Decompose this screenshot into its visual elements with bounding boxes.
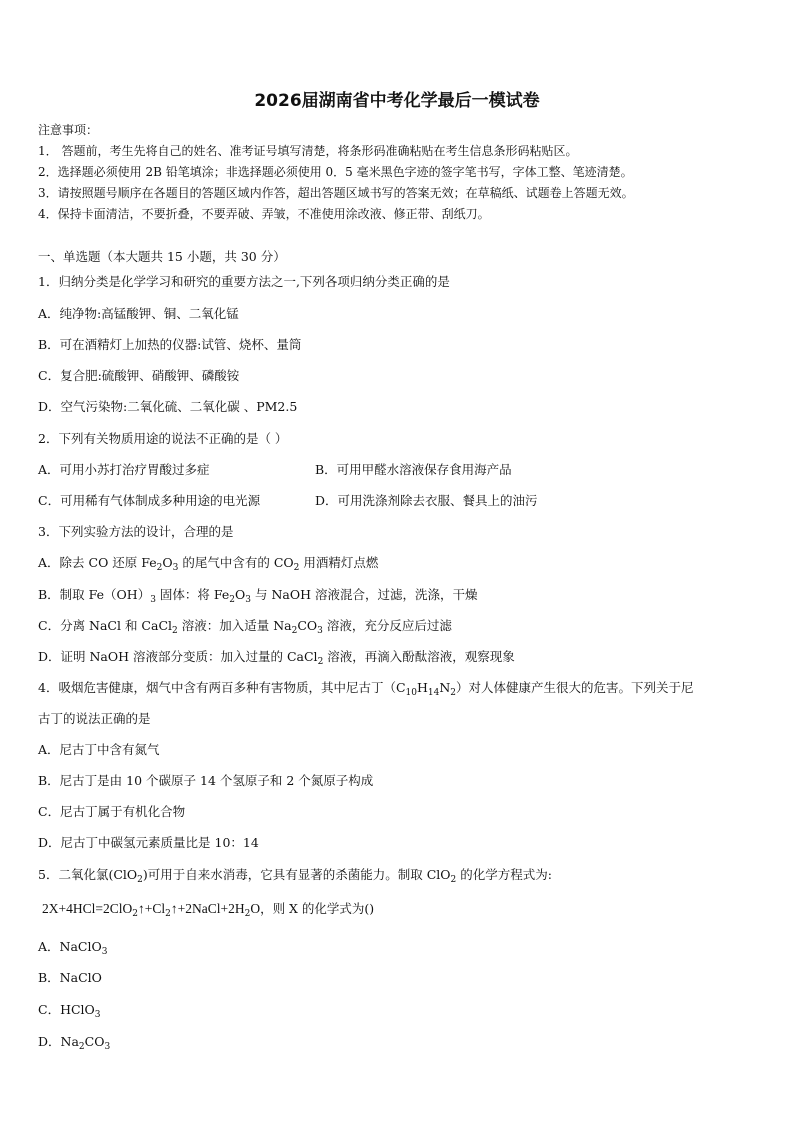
q4-option-c: C．尼古丁属于有机化合物 bbox=[38, 804, 186, 819]
text-run: ，则 X 的化学式为() bbox=[260, 901, 375, 916]
subscript: 2 bbox=[244, 909, 251, 919]
equation-run: O bbox=[250, 901, 261, 916]
subscript: 2 bbox=[137, 875, 143, 885]
q4-option-a: A．尼古丁中含有氮气 bbox=[38, 742, 160, 757]
subscript: 2 bbox=[293, 563, 300, 573]
q1-option-a: A．纯净物:高锰酸钾、铜、二氧化锰 bbox=[38, 306, 239, 321]
text-run: 4．吸烟危害健康，烟气中含有两百多种有害物质，其中尼古丁（C bbox=[38, 680, 406, 695]
q3-option-c bbox=[38, 616, 452, 634]
subscript: 14 bbox=[427, 688, 440, 698]
text-run: 用酒精灯点燃 bbox=[299, 555, 379, 570]
subscript: 3 bbox=[101, 947, 108, 957]
text-run: C．HClO bbox=[38, 1002, 95, 1017]
text-run: 的尾气中含有的 CO bbox=[178, 555, 294, 570]
subscript: 3 bbox=[172, 563, 179, 573]
text-run: 溶液，充分反应后过滤 bbox=[322, 618, 452, 633]
text-run: 溶液，再滴入酚酞溶液，观察现象 bbox=[323, 649, 515, 664]
text-run: H bbox=[416, 680, 428, 695]
text-run: ）对人体健康产生很大的危害。下列关于尼 bbox=[456, 680, 694, 695]
text-run: C．分离 NaCl 和 CaCl bbox=[38, 618, 173, 633]
q3-option-b bbox=[38, 585, 477, 603]
subscript: 2 bbox=[172, 626, 178, 636]
q5-option-b bbox=[38, 968, 102, 986]
text-run: 的化学方程式为: bbox=[456, 867, 552, 882]
text-run: D．Na bbox=[38, 1034, 79, 1049]
q5-option-d bbox=[38, 1032, 110, 1050]
subscript: 3 bbox=[150, 595, 156, 605]
text-run: O bbox=[162, 555, 173, 570]
text-run: )可用于自来水消毒，它具有显著的杀菌能力。制取 ClO bbox=[142, 867, 451, 882]
subscript: 2 bbox=[450, 875, 457, 885]
text-run: O bbox=[235, 587, 246, 602]
text-run: B．制取 Fe（OH） bbox=[38, 587, 151, 602]
section-heading: 一、单选题（本大题共 15 小题，共 30 分） bbox=[38, 249, 286, 264]
subscript: 2 bbox=[132, 909, 138, 919]
text-run: A．除去 CO 还原 Fe bbox=[38, 555, 157, 570]
text-run: 5．二氧化氯(ClO bbox=[38, 867, 138, 882]
q5-option-a bbox=[38, 937, 107, 955]
equation-run: 2X+4HCl=2ClO bbox=[42, 901, 133, 916]
subscript: 2 bbox=[291, 626, 298, 636]
note-item: 2．选择题必须使用 2B 铅笔填涂；非选择题必须使用 0．5 毫米黑色字迹的签字笔书写，字体工整、笔迹清楚。 bbox=[38, 165, 633, 179]
subscript: 10 bbox=[405, 688, 417, 698]
subscript: 2 bbox=[229, 595, 236, 605]
text-run: B．NaClO bbox=[38, 970, 102, 985]
q4-stem-continued: 古丁的说法正确的是 bbox=[38, 711, 151, 726]
subscript: 2 bbox=[317, 657, 324, 667]
text-run: 固体：将 Fe bbox=[155, 587, 230, 602]
text-run: CO bbox=[84, 1034, 105, 1049]
notes-heading: 注意事项： bbox=[38, 123, 99, 137]
q1-option-d: D．空气污染物:二氧化硫、二氧化碳 、PM2.5 bbox=[38, 399, 298, 414]
q1-option-c: C．复合肥:硫酸钾、硝酸钾、磷酸铵 bbox=[38, 368, 240, 383]
subscript: 3 bbox=[94, 1010, 101, 1020]
q1-option-b: B．可在酒精灯上加热的仪器:试管、烧杯、量筒 bbox=[38, 337, 302, 352]
subscript: 2 bbox=[165, 909, 171, 919]
q3-stem: 3．下列实验方法的设计，合理的是 bbox=[38, 524, 234, 539]
subscript: 3 bbox=[245, 595, 251, 605]
q1-stem: 1．归纳分类是化学学习和研究的重要方法之一,下列各项归纳分类正确的是 bbox=[38, 274, 450, 289]
text-run: 与 NaOH 溶液混合，过滤，洗涤，干燥 bbox=[251, 587, 478, 602]
text-run: 溶液：加入适量 Na bbox=[177, 618, 292, 633]
q2-option-a: A．可用小苏打治疗胃酸过多症 bbox=[38, 462, 210, 477]
q2-option-c: C．可用稀有气体制成多种用途的电光源 bbox=[38, 493, 261, 508]
subscript: 2 bbox=[78, 1042, 85, 1052]
text-run: N bbox=[439, 680, 451, 695]
note-item: 1． 答题前，考生先将自己的姓名、准考证号填写清楚，将条形码准确粘贴在考生信息条形码粘贴区。 bbox=[38, 144, 578, 158]
q2-stem: 2．下列有关物质用途的说法不正确的是（ ） bbox=[38, 431, 288, 446]
q5-equation bbox=[42, 899, 374, 917]
subscript: 3 bbox=[104, 1042, 111, 1052]
subscript: 3 bbox=[317, 626, 323, 636]
note-item: 3．请按照题号顺序在各题目的答题区域内作答，超出答题区域书写的答案无效；在草稿纸、试题卷上答题无效。 bbox=[38, 186, 634, 200]
q5-stem bbox=[38, 865, 552, 883]
q2-option-b: B．可用甲醛水溶液保存食用海产品 bbox=[315, 462, 512, 477]
q3-option-a bbox=[38, 553, 378, 571]
q4-option-b: B．尼古丁是由 10 个碳原子 14 个氢原子和 2 个氮原子构成 bbox=[38, 773, 374, 788]
q4-stem bbox=[38, 678, 694, 696]
equation-run: ↑+2NaCl+2H bbox=[170, 901, 245, 916]
text-run: D．证明 NaOH 溶液部分变质：加入过量的 CaCl bbox=[38, 649, 318, 664]
page-title: 2026届湖南省中考化学最后一模试卷 bbox=[254, 91, 540, 111]
subscript: 2 bbox=[450, 688, 457, 698]
note-item: 4．保持卡面清洁，不要折叠，不要弄破、弄皱，不准使用涂改液、修正带、刮纸刀。 bbox=[38, 207, 490, 221]
equation-run: ↑+Cl bbox=[137, 901, 166, 916]
q3-option-d bbox=[38, 647, 515, 665]
q5-option-c bbox=[38, 1000, 101, 1018]
text-run: CO bbox=[297, 618, 318, 633]
text-run: A．NaClO bbox=[38, 939, 102, 954]
q4-option-d: D．尼古丁中碳氢元素质量比是 10：14 bbox=[38, 835, 259, 850]
subscript: 2 bbox=[156, 563, 163, 573]
q2-option-d: D．可用洗涤剂除去衣服、餐具上的油污 bbox=[315, 493, 538, 508]
